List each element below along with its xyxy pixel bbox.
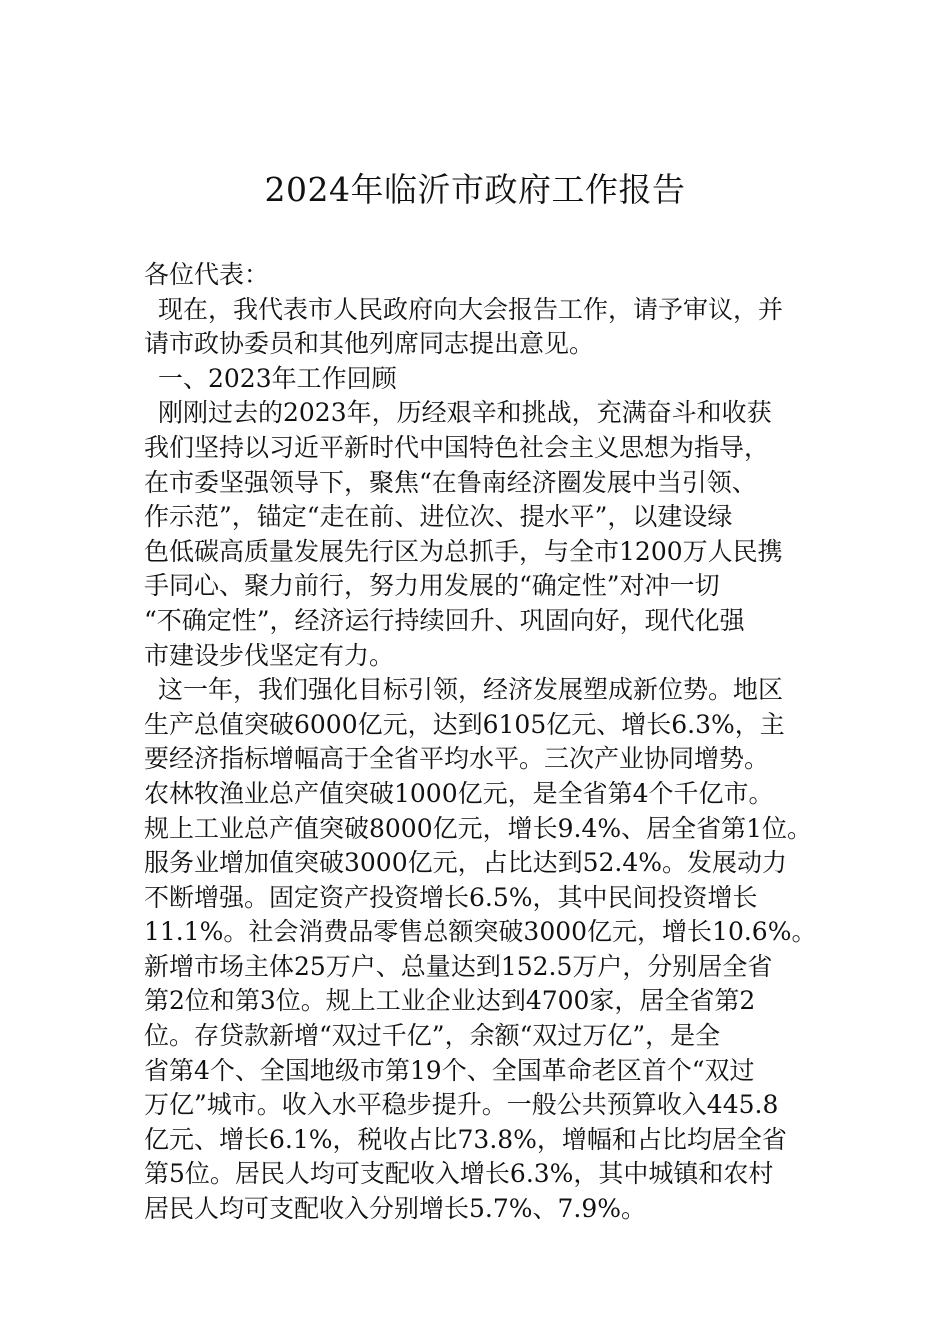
- paragraph-line: 新增市场主体25万户、总量达到152.5万户，分别居全省: [144, 951, 773, 981]
- paragraph-line: 要经济指标增幅高于全省平均水平。三次产业协同增势。: [144, 744, 770, 774]
- paragraph-line: 这一年，我们强化目标引领，经济发展塑成新位势。地区: [158, 675, 784, 705]
- paragraph-line: 万亿”城市。收入水平稳步提升。一般公共预算收入445.8: [144, 1090, 779, 1120]
- paragraph-line: 规上工业总产值突破8000亿元，增长9.4%、居全省第1位。: [144, 813, 813, 843]
- paragraph-line: 居民人均可支配收入分别增长5.7%、7.9%。: [144, 1194, 647, 1224]
- document-title: 2024年临沂市政府工作报告: [264, 170, 686, 209]
- paragraph-line: 第2位和第3位。规上工业企业达到4700家，居全省第2: [144, 986, 756, 1016]
- paragraph-line: 不断增强。固定资产投资增长6.5%，其中民间投资增长: [144, 882, 758, 912]
- paragraph-line: “不确定性”，经济运行持续回升、巩固向好，现代化强: [144, 605, 745, 635]
- paragraph-line: 作示范”，锚定“走在前、进位次、提水平”，以建设绿: [144, 502, 733, 532]
- paragraph-line: 11.1%。社会消费品零售总额突破3000亿元，增长10.6%。: [144, 917, 817, 947]
- paragraph-line: 农林牧渔业总产值突破1000亿元，是全省第4个千亿市。: [144, 778, 774, 808]
- paragraph-line: 刚刚过去的2023年，历经艰辛和挑战，充满奋斗和收获: [158, 398, 772, 428]
- paragraph-line: 服务业增加值突破3000亿元，占比达到52.4%。发展动力: [144, 848, 788, 878]
- paragraph-line: 我们坚持以习近平新时代中国特色社会主义思想为指导，: [144, 432, 770, 462]
- paragraph-line: 第5位。居民人均可支配收入增长6.3%，其中城镇和农村: [144, 1159, 774, 1189]
- paragraph-line: 色低碳高质量发展先行区为总抓手，与全市1200万人民携: [144, 536, 783, 566]
- document-body: [144, 258, 817, 1227]
- salutation: 各位代表：: [144, 260, 270, 289]
- paragraph-line: 亿元、增长6.1%，税收占比73.8%，增幅和占比均居全省: [144, 1124, 787, 1154]
- paragraph-line: 现在，我代表市人民政府向大会报告工作，请予审议，并: [158, 294, 784, 324]
- paragraph-line: 生产总值突破6000亿元，达到6105亿元、增长6.3%，主: [144, 709, 785, 739]
- paragraph-line: 手同心、聚力前行，努力用发展的“确定性”对冲一切: [144, 571, 720, 601]
- paragraph-line: 位。存贷款新增“双过千亿”，余额“双过万亿”，是全: [144, 1021, 721, 1051]
- paragraph-line: 在市委坚强领导下，聚焦“在鲁南经济圈发展中当引领、: [144, 467, 757, 497]
- paragraph-line: 省第4个、全国地级市第19个、全国革命老区首个“双过: [144, 1055, 755, 1085]
- section-heading: 一、2023年工作回顾: [158, 363, 397, 393]
- paragraph-line: 请市政协委员和其他列席同志提出意见。: [144, 329, 595, 359]
- paragraph-line: 市建设步伐坚定有力。: [144, 640, 395, 670]
